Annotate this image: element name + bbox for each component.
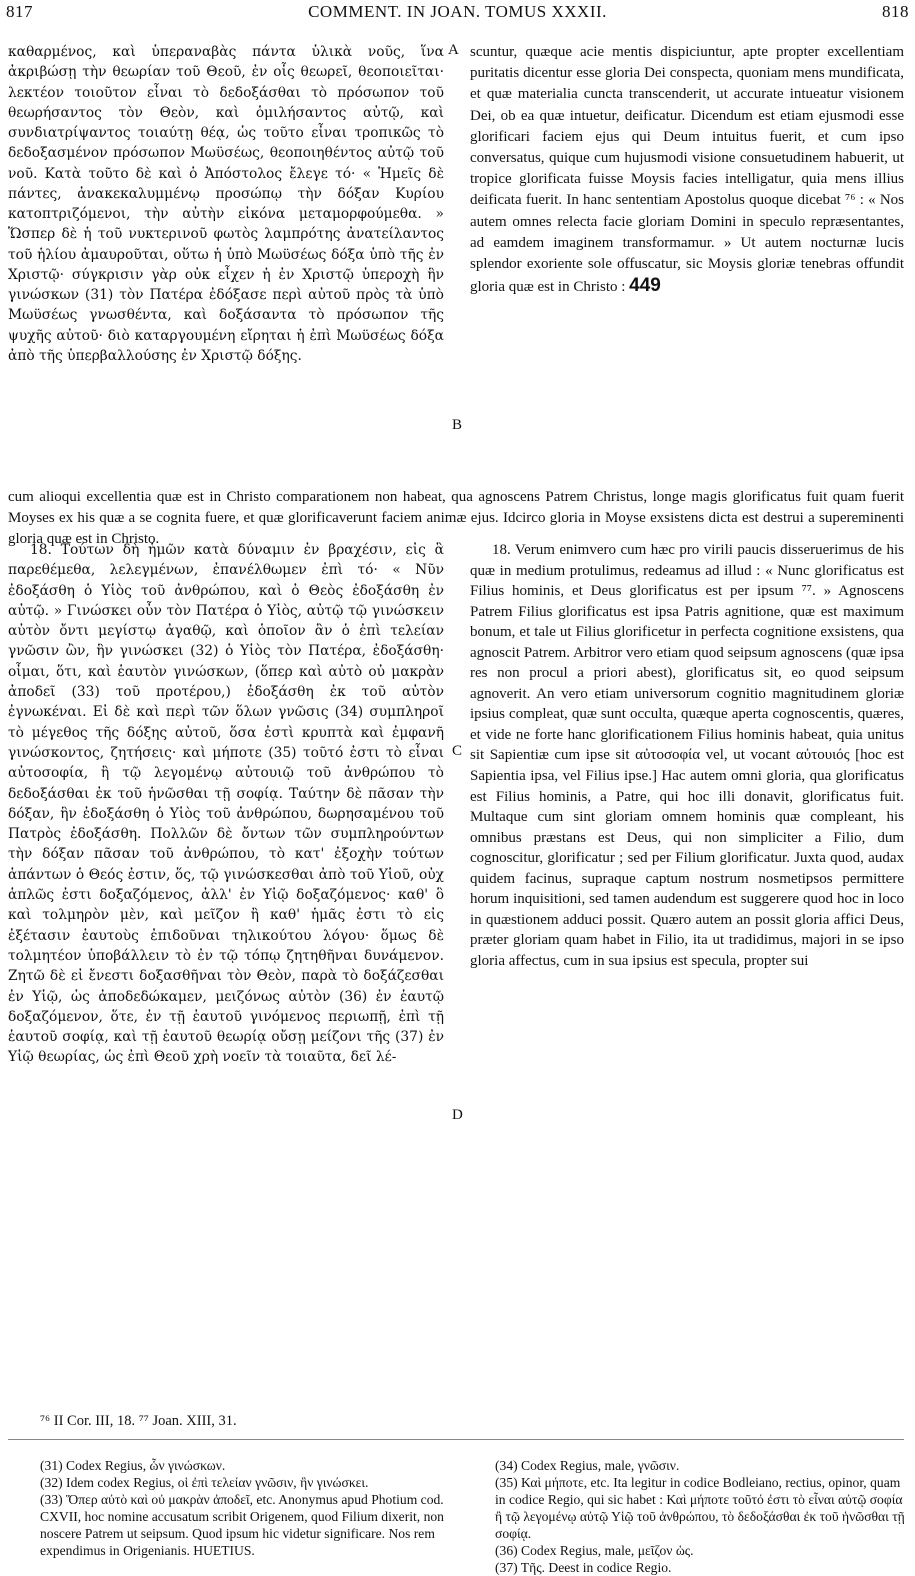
footnote-31: (31) Codex Regius, ὧν γινώσκων. [40, 1458, 226, 1473]
latin-column-part-1 [470, 42, 904, 298]
footnote-32: (32) Idem codex Regius, οἱ ἐπὶ τελείαν γνῶσιν, ἣν γινώσκει. [40, 1475, 369, 1490]
greek-column-part-1 [8, 42, 444, 366]
footnotes-left [40, 1457, 460, 1559]
greek-paragraph-18: 18. Τούτων δὴ ἡμῶν κατὰ δύναμιν ἐν βραχέσιν, εἰς ἃ παρεθέμεθα, λελεγμένων, ἐπανέλθωμεν ἐπὶ τό· « Νῦν ἐδοξάσθη ὁ Υἱὸς τοῦ ἀνθρώπου, καὶ ὁ Θεὸς ἐδοξάσθη ἐν αὐτῷ. » Γινώσκει οὖν τὸν Πατέρα ὁ Υἱὸς, αὐτῷ τῷ γινώσκειν αὐτὸν ὄντι μεγίστῳ ἀγαθῷ, καὶ ὁποῖον ἂν ὁ ἐπὶ τελείαν γνῶσιν ὢν, ἣν γινώσκει (32) ὁ Υἱὸς τὸν Πατέρα, ἐδοξάσθη· οἶμαι, ὅτι, καὶ ἑαυτὸν γινώσκων, (ὅπερ καὶ αὐτὸ οὐ μακρὰν ἀποδεῖ (33) τοῦ προτέρου,) ἐδοξάσθη ἐκ τοῦ αὐτὸν ἐγνωκέναι. Εἰ δὲ καὶ περὶ τῶν ὅλων γνῶσις (34) συμπληροῖ τὸ μέγεθος τῆς δόξης αὐτοῦ, ὅσα ἐστὶ κρυπτὰ καὶ ἐμφανῆ γινώσκοντος, ζητήσεις· καὶ μήποτε (35) τοῦτό ἐστι τὸ εἶναι αὐτοσοφία, ἢ τῷ λεγομένῳ αὐτουιῷ τοῦ ἀνθρώπου τὸ δεδοξάσθαι ἐκ τοῦ ἡνῶσθαι τῇ σοφίᾳ. Ταύτην δὲ πᾶσαν τὴν δόξαν, ἣν ἐδοξάσθη ὁ Υἱὸς τοῦ ἀνθρώπου, δωρησαμένου τοῦ Πατρὸς ἐδοξάσθη. Πολλῶν δὲ ὄντων τῶν συμπληρούντων τὴν δόξαν πᾶσαν τοῦ ἀνθρώπου, τὸ κατ' ἐξοχὴν τούτων ἁπάντων ὁ Θεός ἐστιν, ὅς, τῷ γινώσκεσθαι ἀπὸ τοῦ Υἱοῦ, οὐχ ἁπλῶς ἐστι δοξαζόμενος, ἀλλ' ἐν Υἱῷ δοξαζόμενος· καθ' ὃ καὶ τολμηρὸν μὲν, καὶ μεῖζον ἢ καθ' ἡμᾶς ἐστι τὸ εἰς ἐξέτασιν ἑαυτοὺς ἐπιδοῦναι τηλικούτου λόγου· ὅμως δὲ τολμητέον ὑποβάλλειν τὸ ἐν τῷ τόπῳ ζητηθῆναι δυνάμενον. Ζητῶ δὲ εἰ ἔνεστι δοξασθῆναι τὸν Θεὸν, παρὰ τὸ δοξάζεσθαι ἐν Υἱῷ, ὡς ἀποδεδώκαμεν, μειζόνως αὐτὸν (36) ἐν ἑαυτῷ δοξαζόμενον, ὅτε, ἐν τῇ ἑαυτοῦ γινόμενος περιωπῇ, ἐπὶ τῇ ἑαυτοῦ σοφίᾳ, καὶ τῇ ἑαυτοῦ θεωρίᾳ οὔσῃ μείζονι τῆς (37) ἐν Υἱῷ θεωρίας, ὡς ἐπὶ Θεοῦ χρὴ νοεῖν τὰ τοιαῦτα, δεῖ λέ- [8, 542, 444, 1066]
left-column-number: 817 [6, 2, 33, 21]
footnote-36: (36) Codex Regius, male, μεῖζον ὡς. [495, 1543, 694, 1558]
footnote-divider [8, 1439, 904, 1440]
footnote-34: (34) Codex Regius, male, γνῶσιν. [495, 1458, 680, 1473]
column-number-marker: 449 [629, 275, 661, 297]
latin-continuation-text: cum alioqui excellentia quæ est in Christo comparationem non habeat, qua agnoscens Patrem Christus, longe magis glorificatus fuit quam fuerit Moyses ex his quæ a se cognita fuere, et quæ glorificaverunt faciem animæ ejus. Idcirco gloria in Moyse exsistens dicta est destrui a supereminenti gloria quæ est in Christo. [8, 489, 904, 547]
section-marker-a: A [448, 42, 459, 58]
scripture-references: ⁷⁶ II Cor. III, 18. ⁷⁷ Joan. XIII, 31. [40, 1413, 237, 1429]
footnote-33: (33) Ὅπερ αὐτὸ καὶ οὐ μακρὰν ἀποδεῖ, etc. Anonymus apud Photium cod. CXVII, hoc nomine accusatum scribit Origenem, quod Filium dixerit, non noscere Patrem ut seipsum. Quod ipsum hic videtur significare. Nos rem expendimus in Origenianis. HUETIUS. [40, 1492, 444, 1558]
latin-column-part-2 [470, 540, 904, 971]
latin-paragraph-text: scuntur, quæque acie mentis dispiciuntur, apte propter excellentiam puritatis dicentur esse gloria Dei conspecta, quoniam mens mundificata, et quæ materialia cuncta transcenderit, ut accurate intueatur visionem Dei, ob ea quæ intuetur, deificatur. Dicendum est etiam ejusmodi esse glorificari faciem ejus qui Deum intuitus fuerit, et cum ipso conversatus, quique cum hujusmodi visione consuetudinem habuerit, ut tropice glorificata fuisse Moysis facies intelligatur, quia mens illius deificata fuerit. In hanc sententiam Apostolus quoque dicebat ⁷⁶ : « Nos autem omnes relecta facie gloriam Domini in speculo repræsentantes, ad eamdem imaginem transformamur. » Ut autem nocturnæ lucis splendor exoriente sole offuscatur, sic Moysis gloriæ tenebras offundit gloria quæ est in Christo : [470, 44, 904, 296]
latin-paragraph-18: 18. Verum enimvero cum hæc pro virili paucis disseruerimus de his quæ in medium protulimus, redeamus ad illud : « Nunc glorificatus est Filius hominis, et Deus glorificatus est per ipsum ⁷⁷. » Agnoscens Patrem Filius glorificatus est ipsa Patris agnitione, quæ est maximum bonum, et tale ut Filius glorificetur in perfecta cognitione exsistens, qua agnoscit Patrem. Arbitror vero etiam quod seipsum agnoscens (quæ ipsa res non procul a priori abest), glorificatus sit, eo quod seipsum agnoverit. An vero etiam universorum cognitio magnitudinem gloriæ ipsius compleat, quæ sunt occulta, quæque aperta cognoscentis, quæres, et vide ne forte hanc glorificationem Filius hominis habeat, quia unitus sit Sapientiæ cum ipse sit αὐτοσοφία vel, ut vocant αὐτουιός [hoc est Sapientia ipsa, vel Filius ipse.] Hac autem omni gloria, qua glorificatus est Filius hominis, a Patre, qui hoc illi donavit, glorificatus fuit. Multaque cum sint gloriam omnem hominis quæ compleant, his omnibus præstans est Deus, qui non simpliciter a Filio, dum cognoscitur, glorificatur ; sed per Filium glorificatur. Juxta quod, audax quidem facinus, supraque captum nostrum nosmetipsos permittere horum inquisitioni, sed tamen audendum est suggerere quod hoc in loco in quæstionem adduci possit. Quæro autem an possit gloria affici Deus, præter gloriam quam habet in Filio, ita ut tradidimus, majori in se ipso gloria affectus, cum in sua ipsius est specula, propter sui [470, 542, 904, 969]
section-marker-d: D [452, 1107, 463, 1123]
latin-paragraph [470, 42, 904, 298]
greek-paragraph: καθαρμένος, καὶ ὑπεραναβὰς πάντα ὑλικὰ νοῦς, ἵνα ἀκριβώσῃ τὴν θεωρίαν τοῦ Θεοῦ, ἐν οἷς θεωρεῖ, θεοποιεῖται· λεκτέον τοιοῦτον εἶναι τὸ δεδοξάσθαι τὸ πρόσωπον τοῦ θεωρήσαντος τὸν Θεὸν, καὶ ὁμιλήσαντος αὐτῷ, καὶ συνδιατρίψαντος τοιαύτῃ θέᾳ, ὡς τοῦτο εἶναι τροπικῶς τὸ δεδοξασμένον πρόσωπον Μωϋσέως, θεοποιηθέντος αὐτῷ τοῦ νοῦ. Κατὰ τοῦτο δὲ καὶ ὁ Ἀπόστολος ἔλεγε τό· « Ἡμεῖς δὲ πάντες, ἀνακεκαλυμμένῳ προσώπῳ τὴν δόξαν Κυρίου κατοπτριζόμενοι, τὴν αὐτὴν εἰκόνα μεταμορφούμεθα. » Ὥσπερ δὲ ἡ τοῦ νυκτερινοῦ φωτὸς λαμπρότης ἀνατείλαντος τοῦ ἡλίου ἀμαυροῦται, οὕτω ἡ ὑπὸ Μωϋσέως δόξα ὑπὸ τῆς ἐν Χριστῷ· σύγκρισιν γὰρ οὐκ εἶχεν ἡ ἐν Χριστῷ ὑπεροχὴ ἣν γινώσκων (31) τὸν Πατέρα ἐδόξασε περὶ αὐτοῦ πρὸς τὰ ὑπὸ Μωϋσέως γνωσθέντα, καὶ δοξάσαντα τὸ πρόσωπον τῆς ψυχῆς αὐτοῦ· διὸ καταργουμένη εἴρηται ἡ ἐπὶ Μωϋσέως δόξα ἀπὸ τῆς ὑπερβαλλούσης ἐν Χριστῷ δόξης. [8, 44, 444, 364]
section-marker-c: C [452, 743, 463, 759]
footnote-35: (35) Καὶ μήποτε, etc. Ita legitur in codice Bodleiano, rectius, opinor, quam in codice Regio, qui sic habet : Καὶ μήποτε τοῦτό ἐστι τὸ εἶναι αὐτῷ σοφία ἢ τῷ λεγομένῳ αὐτῷ Υἱῷ τοῦ ἀνθρώπου, τὸ δεδοξάσθαι ἐκ τοῦ ἡνῶσθαι τῇ σοφίᾳ. [495, 1475, 905, 1541]
running-title: COMMENT. IN JOAN. TOMUS XXXII. [308, 2, 607, 21]
footnote-37: (37) Τῆς. Deest in codice Regio. [495, 1560, 672, 1575]
running-header [6, 0, 909, 26]
section-marker-b: B [452, 417, 463, 433]
right-column-number: 818 [882, 2, 909, 21]
greek-column-part-2 [8, 540, 444, 1068]
footnotes-right [495, 1457, 905, 1576]
